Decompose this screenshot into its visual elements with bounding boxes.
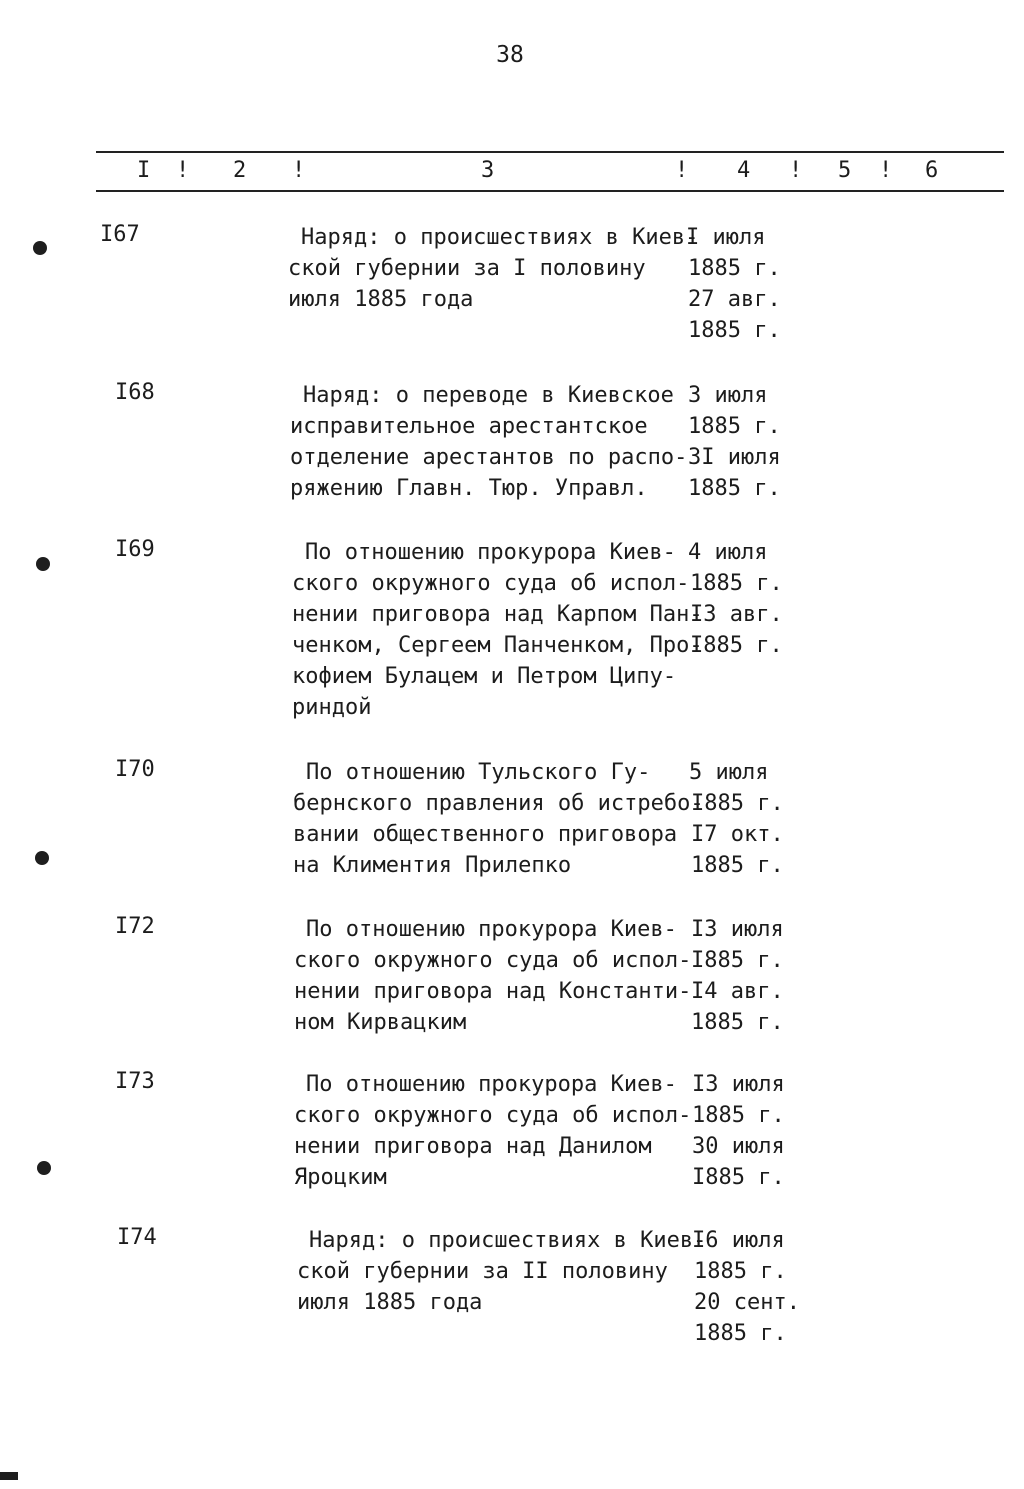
header-separator: ! [879,158,893,183]
binder-hole-mark [37,1161,51,1175]
entry-date-line: 1885 г. [688,318,781,343]
entry-description-line: на Климентия Прилепко [293,853,572,878]
entry-number: I68 [115,380,155,405]
entry-date-line: I3 авг. [690,602,783,627]
entry-date-line: 3 июля [688,383,768,408]
entry-date-line: 1885 г. [690,571,783,596]
entry-date-line: I3 июля [692,1072,785,1097]
entry-date-line: 1885 г. [692,1103,785,1128]
entry-description-line: ского окружного суда об испол- [292,571,690,596]
entry-description-line: Наряд: о происшествиях в Киев- [301,225,699,250]
binder-hole-mark [36,557,50,571]
entry-description-line: отделение арестантов по распо- [290,445,688,470]
entry-date-line: 1885 г. [688,476,781,501]
entry-description-line: нении приговора над Карпом Пан- [292,602,703,627]
entry-date-line: I3 июля [691,917,784,942]
entry-date-line: 30 июля [692,1134,785,1159]
entry-date-line: 1885 г. [688,256,781,281]
header-col-5: 5 [838,158,852,183]
entry-description-line: По отношению Тульского Гу- [306,760,651,785]
entry-description-line: ской губернии за II половину [297,1259,668,1284]
entry-number: I74 [117,1225,157,1250]
entry-description-line: По отношению прокурора Киев- [305,540,676,565]
entry-date-line: 27 авг. [688,287,781,312]
page-number: 38 [496,42,524,68]
entry-date-line: I885 г. [691,791,784,816]
header-top-rule [96,151,1004,153]
entry-date-line: I885 г. [691,948,784,973]
header-col-3: 3 [481,158,495,183]
entry-description-line: Наряд: о переводе в Киевское [303,383,674,408]
entry-date-line: I885 г. [692,1165,785,1190]
entry-number: I69 [115,537,155,562]
entry-description-line: По отношению прокурора Киев- [306,917,677,942]
entry-date-line: I4 авг. [691,979,784,1004]
entry-description-line: По отношению прокурора Киев- [306,1072,677,1097]
entry-date-line: 1885 г. [691,853,784,878]
entry-description-line: июля 1885 года [297,1290,483,1315]
entry-description-line: вании общественного приговора [293,822,678,847]
binder-hole-mark [35,851,49,865]
entry-date-line: 1885 г. [688,414,781,439]
entry-description-line: кофием Булацем и Петром Ципу- [292,664,677,689]
entry-date-line: I7 окт. [691,822,784,847]
entry-description-line: ченком, Сергеем Панченком, Про- [292,633,703,658]
entry-description-line: Наряд: о происшествиях в Киев- [309,1228,707,1253]
header-separator: ! [292,158,306,183]
entry-description-line: бернского правления об истребо- [293,791,704,816]
entry-date-line: 4 июля [688,540,768,565]
entry-description-line: исправительное арестантское [290,414,648,439]
header-col-6: 6 [925,158,939,183]
header-col-2: 2 [233,158,247,183]
entry-description-line: нении приговора над Данилом [294,1134,652,1159]
entry-description-line: Яроцким [294,1165,387,1190]
header-separator: ! [789,158,803,183]
entry-description-line: нении приговора над Константи- [294,979,692,1004]
header-col-1: I [137,158,151,183]
entry-date-line: 20 сент. [694,1290,800,1315]
entry-number: I70 [115,757,155,782]
entry-description-line: ского окружного суда об испол- [294,948,692,973]
entry-date-line: 1885 г. [694,1321,787,1346]
entry-date-line: 5 июля [689,760,769,785]
entry-date-line: 1885 г. [694,1259,787,1284]
entry-date-line: I6 июля [692,1228,785,1253]
entry-date-line: 1885 г. [691,1010,784,1035]
entry-description-line: риндой [292,695,372,720]
header-separator: ! [675,158,689,183]
entry-description-line: ского окружного суда об испол- [294,1103,692,1128]
scan-corner-mark [0,1472,18,1480]
entry-number: I72 [115,914,155,939]
entry-number: I73 [115,1069,155,1094]
entry-description-line: ряжению Главн. Тюр. Управл. [290,476,648,501]
header-separator: ! [176,158,190,183]
header-col-4: 4 [737,158,751,183]
entry-number: I67 [100,222,140,247]
entry-description-line: июля 1885 года [288,287,474,312]
header-bottom-rule [96,190,1004,192]
entry-description-line: ской губернии за I половину [288,256,646,281]
binder-hole-mark [33,241,47,255]
entry-date-line: I885 г. [690,633,783,658]
entry-date-line: 3I июля [688,445,781,470]
entry-description-line: ном Кирвацким [294,1010,467,1035]
entry-date-line: I июля [686,225,766,250]
